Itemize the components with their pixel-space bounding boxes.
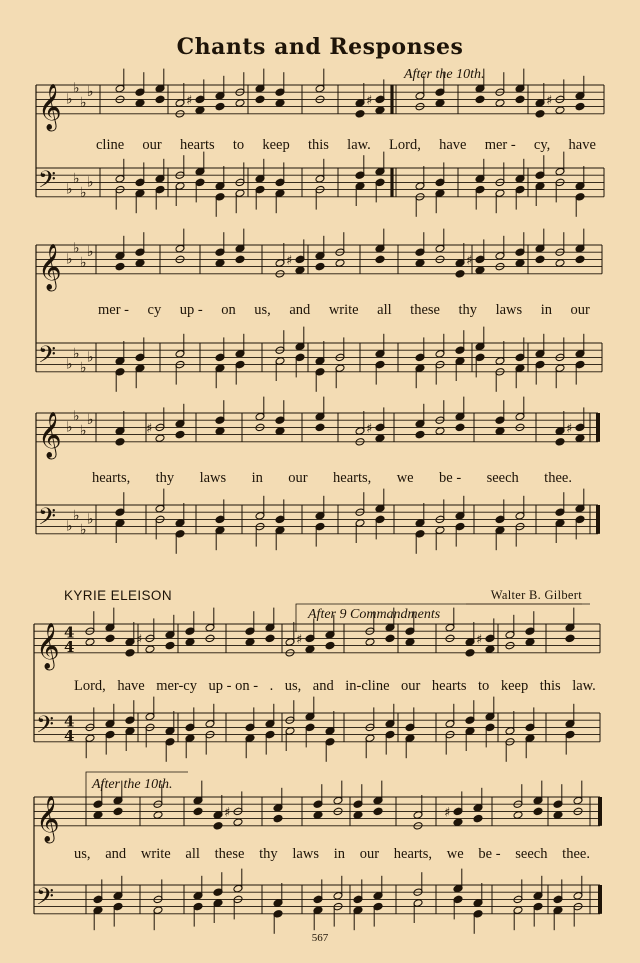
note-head [135,259,145,268]
lyric-syllable: hearts [431,678,467,694]
lyric-syllable: up - on - [208,678,259,694]
lyric-syllable: thy [458,302,478,318]
bass-clef-icon: 𝄢 [38,165,57,199]
flat-sign: ♭ [66,356,73,373]
note-head [495,99,505,108]
note-head [215,102,225,111]
sharp-sign: ♯ [136,632,143,648]
lyric-syllable: these [214,846,245,862]
lyric-syllable: this [307,137,329,153]
lyric-syllable: keep [500,678,529,694]
note-head [485,645,495,654]
note-head [265,634,275,643]
lyric-syllable: our [288,470,308,486]
direction-after-10th: After the 10th. [404,67,485,82]
lyric-syllable: and [312,678,334,694]
flat-sign: ♭ [80,423,87,439]
direction-after-10th-kyrie: After the 10th. [92,777,173,792]
note-head [113,807,123,816]
flat-sign: ♭ [66,91,73,108]
flat-sign: ♭ [73,507,80,524]
note-head [525,638,535,647]
note-head [513,811,523,820]
note-head [453,818,463,827]
time-signature: 4 [64,726,75,745]
flat-sign: ♭ [73,345,80,362]
lyric-syllable: keep [262,137,290,153]
note-head [215,427,225,436]
sharp-sign: ♯ [546,93,553,109]
note-head [373,807,383,816]
flat-sign: ♭ [73,170,80,187]
lyric-syllable: hearts, [333,470,372,486]
lyric-syllable: in-cline [345,678,390,694]
flat-sign: ♭ [80,522,87,539]
lyric-syllable: Lord, [389,137,421,153]
note-head [555,438,565,447]
sharp-sign: ♯ [296,632,303,648]
note-head [375,106,385,115]
lyric-syllable: in [540,302,552,318]
lyric-line-1 [96,137,596,154]
note-head [165,641,175,650]
note-head [355,110,365,119]
flat-sign: ♭ [87,174,94,191]
flat-sign: ♭ [66,518,73,535]
bass-clef-icon: 𝄢 [36,710,55,744]
flat-sign: ♭ [87,244,94,261]
note-head [115,262,125,271]
lyric-line-5 [74,846,590,863]
lyric-syllable: our [359,846,380,862]
lyric-syllable: all [377,302,392,318]
lyric-syllable: laws [495,302,523,318]
page-title: Chants and Responses [176,34,464,60]
lyric-syllable: us, [254,302,271,318]
lyric-syllable: our [401,678,421,694]
note-head [255,95,265,104]
flat-sign: ♭ [87,84,94,101]
time-signature: 4 [64,637,75,656]
lyric-syllable: . [269,678,274,694]
note-head [555,106,565,115]
sharp-sign: ♯ [366,421,373,437]
note-head [455,270,465,279]
note-head [275,427,285,436]
lyric-line-3 [92,470,572,487]
treble-clef-icon: 𝄞 [36,622,60,669]
note-head [553,811,563,820]
direction-after-9-commandments: After 9 Commandments [308,607,441,622]
note-head [515,259,525,268]
bass-clef-icon: 𝄢 [38,502,57,536]
note-head [575,102,585,111]
lyric-line-2 [98,302,590,319]
flat-sign: ♭ [87,349,94,366]
lyric-line-4 [74,678,596,695]
note-head [153,811,163,820]
note-head [495,427,505,436]
note-head [475,266,485,275]
note-head [473,814,483,823]
bass-clef-icon: 𝄢 [38,340,57,374]
note-head [325,641,335,650]
note-head [105,634,115,643]
lyric-syllable: hearts, [393,846,433,862]
lyric-syllable: laws [292,846,319,862]
lyric-syllable: law. [347,137,371,153]
note-head [375,434,385,443]
note-head [145,645,155,654]
lyric-syllable: seech [515,846,548,862]
note-head [273,814,283,823]
note-head [155,95,165,104]
lyric-syllable: cy, [533,137,551,153]
lyric-syllable: to [478,678,490,694]
sharp-sign: ♯ [466,253,473,269]
flat-sign: ♭ [66,181,73,198]
lyric-syllable: mer - [484,137,516,153]
flat-sign: ♭ [73,80,80,97]
note-head [185,638,195,647]
note-head [275,99,285,108]
flat-sign: ♭ [80,360,87,377]
note-head [245,638,255,647]
lyric-syllable: thy [155,470,175,486]
note-head [235,255,245,264]
treble-clef-icon: 𝄞 [38,411,62,458]
lyric-syllable: up - [179,302,203,318]
note-head [435,99,445,108]
flat-sign: ♭ [73,408,80,425]
note-head [193,807,203,816]
note-head [535,110,545,119]
note-head [375,255,385,264]
lyric-syllable: we [446,846,464,862]
treble-clef-icon: 𝄞 [38,243,62,290]
flat-sign: ♭ [87,412,94,429]
lyric-syllable: this [539,678,561,694]
flat-sign: ♭ [73,240,80,257]
note-head [405,638,415,647]
lyric-syllable: us, [74,846,91,862]
note-head [575,434,585,443]
sharp-sign: ♯ [366,93,373,109]
lyric-syllable: thy [259,846,278,862]
lyric-syllable: laws [199,470,227,486]
sharp-sign: ♯ [286,253,293,269]
note-head [353,811,363,820]
lyric-syllable: to [232,137,245,153]
sharp-sign: ♯ [444,805,451,821]
note-head [305,645,315,654]
note-head [555,259,565,268]
note-head [135,99,145,108]
note-head [335,259,345,268]
note-head [515,95,525,104]
sharp-sign: ♯ [146,421,153,437]
flat-sign: ♭ [80,95,87,111]
flat-sign: ♭ [80,185,87,202]
note-head [85,638,95,647]
lyric-syllable: law. [572,678,596,694]
lyric-syllable: thee. [544,470,572,486]
lyric-syllable: in [251,470,263,486]
flat-sign: ♭ [87,511,94,528]
composer-name: Walter B. Gilbert [490,588,582,602]
lyric-syllable: cy [147,302,162,318]
note-head [175,430,185,439]
note-head [115,438,125,447]
lyric-syllable: mer-cy [156,678,197,694]
note-head [475,95,485,104]
lyric-syllable: seech [486,470,519,486]
note-head [295,266,305,275]
note-head [93,811,103,820]
flat-sign: ♭ [66,251,73,268]
lyric-syllable: have [568,137,596,153]
note-head [565,634,575,643]
lyric-syllable: on [221,302,236,318]
lyric-syllable: have [117,678,145,694]
lyric-syllable: all [185,846,200,862]
lyric-syllable: these [410,302,440,318]
note-head [535,255,545,264]
lyric-syllable: be - [478,846,501,862]
note-head [235,99,245,108]
section-title-kyrie: KYRIE ELEISON [64,588,172,603]
time-signature: 4 [64,623,75,642]
note-head [533,807,543,816]
lyric-syllable: our [142,137,162,153]
lyric-syllable: and [105,846,127,862]
treble-clef-icon: 𝄞 [38,83,62,130]
note-head [465,649,475,658]
time-signature: 4 [64,712,75,731]
flat-sign: ♭ [80,255,87,271]
lyric-syllable: in [333,846,345,862]
note-head [435,427,445,436]
lyric-syllable: we [396,470,414,486]
note-head [365,638,375,647]
lyric-syllable: have [439,137,467,153]
lyric-syllable: write [328,302,359,318]
lyric-syllable: mer - [98,302,129,318]
lyric-syllable: Lord, [74,678,106,694]
sharp-sign: ♯ [476,632,483,648]
page-number: 567 [311,932,329,944]
note-head [213,822,223,831]
lyric-syllable: our [570,302,590,318]
sharp-sign: ♯ [186,93,193,109]
lyric-syllable: us, [284,678,302,694]
lyric-syllable: hearts, [92,470,131,486]
note-head [155,434,165,443]
note-head [313,811,323,820]
note-head [385,634,395,643]
note-head [233,818,243,827]
sharp-sign: ♯ [566,421,573,437]
note-head [455,423,465,432]
note-head [575,255,585,264]
sharp-sign: ♯ [224,805,231,821]
lyric-syllable: be - [439,470,462,486]
lyric-syllable: hearts [180,137,215,153]
note-head [195,106,205,115]
note-head [315,262,325,271]
note-head [215,259,225,268]
lyric-syllable: write [140,846,171,862]
lyric-syllable: thee. [562,846,590,862]
treble-clef-icon: 𝄞 [36,795,60,842]
lyric-syllable: and [289,302,311,318]
lyric-syllable: cline [96,137,125,153]
note-head [415,259,425,268]
note-head [315,423,325,432]
bass-clef-icon: 𝄢 [36,882,55,916]
flat-sign: ♭ [66,419,73,436]
note-head [415,430,425,439]
note-head [125,649,135,658]
